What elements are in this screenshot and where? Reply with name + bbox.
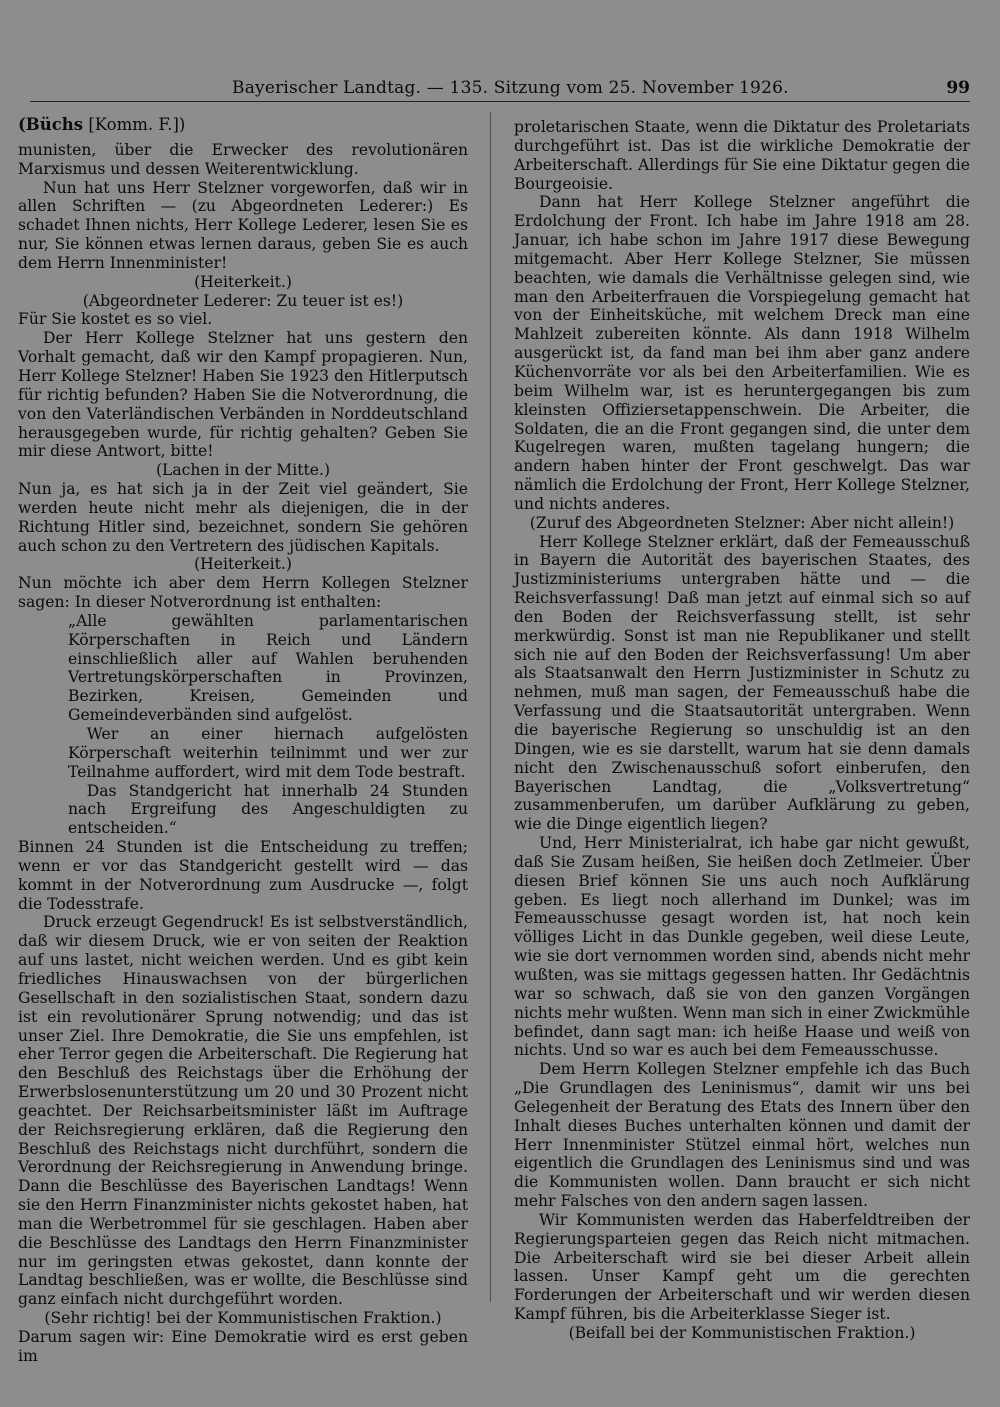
quotation-block: [18, 612, 468, 838]
interjection: (Zuruf des Abgeordneten Stelzner: Aber nicht allein!): [529, 513, 955, 532]
paragraph: Dem Herrn Kollegen Stelzner empfehle ich das Buch „Die Grundlagen des Leninismus“, damit wir uns bei Gelegenheit der Beratung des Etats des Innern über den Inhalt dieses Buches unterhalten können und damit der Herr Innenminister Stützel einmal hört, welches nun eigentlich die Grundlagen des Leninismus sind und was die Kommunisten wollen. Dann braucht er sich nicht mehr Falsches von den andern sagen lassen.: [514, 1060, 970, 1211]
column-divider: [490, 112, 491, 1302]
interjection: (Sehr richtig! bei der Kommunistischen Fraktion.): [44, 1309, 442, 1328]
paragraph: Der Herr Kollege Stelzner hat uns gestern den Vorhalt gemacht, daß wir den Kampf propagieren. Nun, Herr Kollege Stelzner! Haben Sie 1923 den Hitlerputsch für richtig befunden? Haben Sie die Notverordnung, die von den Vaterländischen Verbänden in Norddeutschland herausgegeben wurde, für richtig gehalten? Geben Sie mir diese Antwort, bitte!: [18, 329, 468, 461]
paragraph: Nun hat uns Herr Stelzner vorgeworfen, daß wir in allen Schriften — (zu Abgeordneten Lederer:) Es schadet Ihnen nichts, Herr Kollege Lederer, lesen Sie es nur, Sie können etwas lernen daraus, geben Sie es auch dem Herrn Innenminister!: [18, 178, 468, 272]
paragraph: Wir Kommunisten werden das Haberfeldtreiben der Regierungsparteien gegen das Reich nicht mitmachen. Die Arbeiterschaft wird sie bei dieser Arbeit allein lassen. Unser Kampf geht um die gerechten Forderungen der Arbeiterschaft und wir werden diesen Kampf führen, bis die Arbeiterklasse Sieger ist.: [514, 1210, 970, 1324]
interjection: (Heiterkeit.): [194, 555, 292, 574]
interjection: (Beifall bei der Kommunistischen Fraktion.): [568, 1324, 916, 1342]
page-header: [0, 76, 1000, 100]
paragraph: Nun möchte ich aber dem Herrn Kollegen Stelzner sagen: In dieser Notverordnung ist enthalten:: [18, 574, 468, 612]
paragraph: Dann hat Herr Kollege Stelzner angeführt die Erdolchung der Front. Ich habe im Jahre 1918 am 28. Januar, ich habe schon im Jahre 1917 diese Bewegung mitgemacht. Aber Herr Kollege Stelzner, Sie müssen beachten, wie damals die Verhältnisse gelegen sind, wie man den Arbeiterfrauen die Vorspiegelung gemacht hat von der Einheitsküche, mit welchem Dreck man eine Mahlzeit zubereiten könnte. Als dann 1918 Wilhelm ausgerückt ist, da fand man bei ihm aber ganz andere Küchenvorräte vor als bei den Arbeiterfamilien. Wie es beim Wilhelm war, ist es heruntergegangen bis zum kleinsten Offiziersetappenschwein. Die Arbeiter, die Soldaten, die an die Front gegangen sind, die unter dem Kugelregen waren, mußten tagelang hungern; die andern haben hinter der Front geschwelgt. Das war nämlich die Erdolchung der Front, Herr Kollege Stelzner, und nichts anderes.: [514, 193, 970, 513]
interjection: (Abgeordneter Lederer: Zu teuer ist es!): [82, 291, 404, 310]
paragraph: proletarischen Staate, wenn die Diktatur des Proletariats durchgeführt ist. Das ist die wirkliche Demokratie der Arbeiterschaft. Allerdings für Sie eine Diktatur gegen die Bourgeoisie.: [514, 118, 970, 193]
page-number: 99: [946, 78, 970, 98]
speaker-party: [Komm. F.]): [83, 115, 186, 134]
running-title: Bayerischer Landtag. — 135. Sitzung vom 25. November 1926.: [232, 78, 789, 98]
paragraph: Darum sagen wir: Eine Demokratie wird es erst geben im: [18, 1328, 468, 1365]
interjection: (Lachen in der Mitte.): [155, 461, 331, 480]
paragraph: munisten, über die Erwecker des revolutionären Marxismus und dessen Weiterentwicklung.: [18, 140, 468, 178]
paragraph: Nun ja, es hat sich ja in der Zeit viel geändert, Sie werden heute nicht mehr als diejenigen, die in der Richtung Hitler sind, bezeichnet, sondern Sie gehören auch schon zu den Vertretern des jüdischen Kapitals.: [18, 480, 468, 555]
quote-paragraph: Das Standgericht hat innerhalb 24 Stunden nach Ergreifung des Angeschuldigten zu entscheiden.“: [68, 781, 468, 838]
paragraph: Herr Kollege Stelzner erklärt, daß der Femeausschuß in Bayern die Autorität des bayerischen Staates, des Justizministeriums untergraben hätte und — die Reichsverfassung! Daß man jetzt auf einmal sich so auf den Boden der Reichsverfassung stellt, ist sehr merkwürdig. Sonst ist man nie Republikaner und stellt sich nie auf den Boden der Reichsverfassung! Um aber als Staatsanwalt den Herrn Justizminister in Schutz zu nehmen, muß man sagen, der Femeausschuß habe die Verfassung und die Staatsautorität untergraben. Wenn die bayerische Regierung so unschuldig ist an den Dingen, wie es sie darstellt, warum hat sie denn damals nicht den Zwischenausschuß sofort einberufen, den Bayerischen Landtag, die „Volksvertretung“ zusammenberufen, um darüber Aufklärung zu geben, wie die Dinge eigentlich liegen?: [514, 532, 970, 834]
speaker-name: (Büchs: [18, 115, 84, 134]
paragraph: Druck erzeugt Gegendruck! Es ist selbstverständlich, daß wir diesem Druck, wie er von seiten der Reaktion auf uns lastet, nicht weichen werden. Und es gibt kein friedliches Hinauswachsen von der bürgerlichen Gesellschaft in den sozialistischen Staat, sondern dazu ist ein revolutionärer Sprung notwendig; und das ist unser Ziel. Ihre Demokratie, die Sie uns empfehlen, ist eher Terror gegen die Arbeiterschaft. Die Regierung hat den Beschluß des Reichstags über die Erhöhung der Erwerbslosenunterstützung um 20 und 30 Prozent nicht geachtet. Der Reichsarbeitsminister läßt im Auftrage der Reichsregierung erklären, daß die Regierung den Beschluß des Reichstags nicht durchführt, sondern die Verordnung der Reichsregierung in Anwendung bringe. Dann die Beschlüsse des Bayerischen Landtags! Wenn sie den Herrn Finanzminister nichts gekostet haben, hat man die Werbetrommel für sie geschlagen. Haben aber die Beschlüsse des Landtags den Herrn Finanzminister nur im geringsten etwas gekostet, dann konnte der Landtag beschließen, was er wollte, die Beschlüsse sind ganz einfach nicht durchgeführt worden.: [18, 913, 468, 1309]
paragraph: Und, Herr Ministerialrat, ich habe gar nicht gewußt, daß Sie Zusam heißen, Sie heißen doch Zetlmeier. Über diesen Brief können Sie uns auch noch Aufklärung geben. Es liegt noch allerhand im Dunkel; was im Femeausschusse gesagt worden ist, hat noch kein völliges Licht in das Dunkle gegeben, weil diese Leute, wie sie dort vernommen worden sind, abends nicht mehr wußten, was sie mittags gegessen hatten. Ihr Gedächtnis war so schwach, daß sie von den ganzen Vorgängen nichts mehr wußten. Wenn man sich in einer Zwickmühle befindet, dann sagt man: ich heiße Haase und weiß von nichts. Und so war es auch bei dem Femeausschusse.: [514, 834, 970, 1060]
right-column: [514, 118, 970, 1343]
interjection: (Heiterkeit.): [194, 272, 292, 291]
header-rule: [30, 101, 970, 102]
paragraph: Für Sie kostet es so viel.: [18, 310, 213, 329]
quote-paragraph: „Alle gewählten parlamentarischen Körperschaften in Reich und Ländern einschließlich aller auf Wahlen beruhenden Vertretungskörperschaften in Provinzen, Bezirken, Kreisen, Gemeinden und Gemeindeverbänden sind aufgelöst.: [68, 611, 468, 725]
left-column: [18, 116, 468, 1366]
quote-paragraph: Wer an einer hiernach aufgelösten Körperschaft weiterhin teilnimmt und wer zur Teilnahme auffordert, wird mit dem Tode bestraft.: [68, 725, 468, 781]
speaker-line: [18, 116, 468, 135]
paragraph: Binnen 24 Stunden ist die Entscheidung zu treffen; wenn er vor das Standgericht gestellt wird — das kommt in der Notverordnung zum Ausdrucke —, folgt die Todesstrafe.: [18, 838, 468, 913]
